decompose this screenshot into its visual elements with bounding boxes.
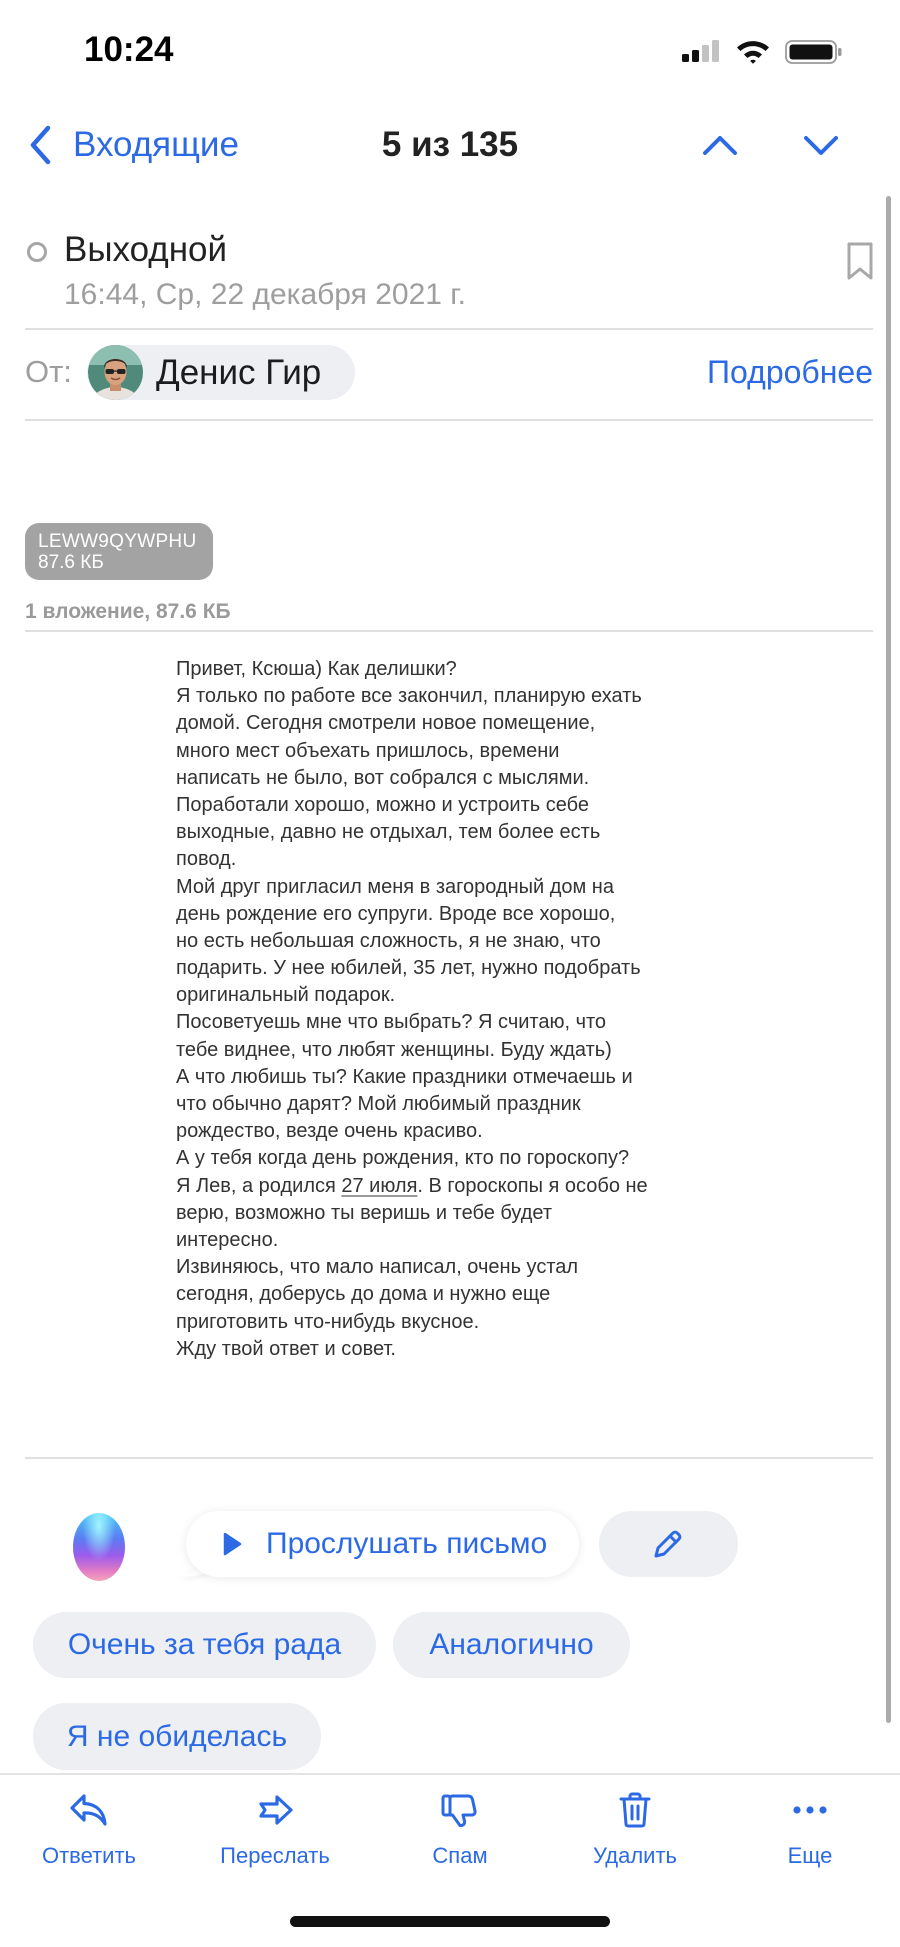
divider: [25, 630, 873, 632]
forward-icon: [253, 1788, 297, 1832]
body-line: домой. Сегодня смотрели новое помещение,: [176, 712, 596, 735]
body-line: тебе виднее, что любят женщины. Буду ждать): [176, 1038, 612, 1061]
pencil-icon: [651, 1527, 685, 1561]
body-line: Привет, Ксюша) Как делишки?: [176, 658, 457, 680]
sender-name: Денис Гир: [156, 353, 322, 392]
reply-icon: [67, 1788, 111, 1832]
delete-button[interactable]: [555, 1786, 715, 1876]
previous-message-button[interactable]: [700, 125, 740, 165]
body-line: повод.: [176, 848, 237, 871]
trash-icon: [613, 1788, 657, 1832]
listen-label: Прослушать письмо: [266, 1527, 548, 1560]
body-line: подарить. У нее юбилей, 35 лет, нужно подобрать: [176, 957, 641, 980]
body-line: что обычно дарят? Мой любимый праздник: [176, 1093, 581, 1115]
back-label: Входящие: [73, 125, 239, 164]
status-time: 10:24: [84, 30, 174, 69]
body-text: . В гороскопы я особо не: [417, 1174, 648, 1197]
cellular-signal-icon: [682, 39, 720, 63]
quick-reply-chip[interactable]: Очень за тебя рада: [33, 1612, 376, 1678]
avatar: [88, 345, 143, 400]
spam-button[interactable]: [380, 1786, 540, 1876]
divider: [25, 1457, 873, 1459]
chevron-down-icon: [801, 133, 841, 157]
toolbar-divider: [0, 1773, 900, 1775]
body-line: Я только по работе все закончил, планирую ехать: [176, 685, 642, 708]
wifi-icon: [735, 39, 771, 64]
body-line: Поработали хорошо, можно и устроить себе: [176, 793, 589, 816]
body-line: А что любишь ты? Какие праздники отмечаешь и: [176, 1065, 633, 1088]
message-subject: Выходной: [64, 230, 228, 269]
body-line: интересно.: [176, 1228, 279, 1251]
message-position: 5 из 135: [381, 125, 519, 164]
battery-icon: [785, 40, 843, 64]
body-line: [176, 1173, 648, 1200]
delete-label: Удалить: [593, 1843, 677, 1868]
back-button[interactable]: [20, 120, 250, 170]
bookmark-button[interactable]: [840, 236, 880, 284]
scroll-indicator[interactable]: [886, 196, 891, 1723]
attachment-tile[interactable]: [25, 523, 213, 580]
next-message-button[interactable]: [801, 125, 841, 165]
body-line: много мест объехать пришлось, времени: [176, 739, 560, 762]
body-line: Жду твой ответ и совет.: [176, 1337, 396, 1360]
body-line: день рождение его супруги. Вроде все хорошо,: [176, 902, 616, 925]
body-line: приготовить что-нибудь вкусное.: [176, 1310, 480, 1333]
reply-button[interactable]: [9, 1786, 169, 1876]
body-line: Извиняюсь, что мало написал, очень устал: [176, 1256, 579, 1279]
reply-label: Ответить: [41, 1843, 137, 1868]
body-line: выходные, давно не отдыхал, тем более есть: [176, 821, 601, 844]
spam-label: Спам: [432, 1843, 488, 1868]
attachment-size: 87.6 КБ: [38, 552, 104, 573]
body-line: Мой друг пригласил меня в загородный дом на: [176, 875, 614, 898]
chevron-left-icon: [27, 124, 53, 166]
body-line: но есть небольшая сложность, я не знаю, что: [176, 929, 601, 952]
message-date: 16:44, Ср, 22 декабря 2021 г.: [64, 278, 466, 311]
body-text: Я Лев, а родился: [176, 1174, 342, 1197]
body-line: сегодня, доберусь до дома и нужно еще: [176, 1283, 551, 1306]
chevron-up-icon: [700, 133, 740, 157]
sender-chip[interactable]: [87, 345, 355, 400]
body-line: рождество, везде очень красиво.: [176, 1120, 483, 1143]
message-body: [176, 656, 648, 1363]
home-indicator[interactable]: [290, 1916, 610, 1927]
play-icon: [221, 1531, 243, 1557]
body-line: оригинальный подарок.: [176, 984, 396, 1007]
body-line: написать не было, вот собрался с мыслями.: [176, 766, 590, 789]
from-label: От:: [25, 354, 72, 389]
forward-label: Переслать: [220, 1843, 330, 1868]
more-label: Еще: [787, 1843, 833, 1868]
body-line: Посоветуешь мне что выбрать? Я считаю, что: [176, 1011, 607, 1034]
body-line: верю, возможно ты веришь и тебе будет: [176, 1201, 553, 1224]
divider: [25, 419, 873, 421]
bookmark-icon: [846, 241, 874, 281]
forward-button[interactable]: [195, 1786, 355, 1876]
divider: [25, 328, 873, 330]
attachment-name: LEWW9QYWPHU: [38, 531, 197, 552]
more-icon: [788, 1788, 832, 1832]
details-link[interactable]: Подробнее: [707, 354, 873, 390]
quick-reply-chip[interactable]: Аналогично: [393, 1612, 630, 1678]
body-line: А у тебя когда день рождения, кто по гороскопу?: [176, 1147, 630, 1170]
quick-reply-chip[interactable]: Я не обиделась: [33, 1703, 321, 1770]
edit-reply-button[interactable]: [599, 1511, 738, 1577]
read-status-indicator[interactable]: [27, 242, 47, 262]
date-link[interactable]: 27 июля: [341, 1174, 418, 1197]
attachments-summary: 1 вложение, 87.6 КБ: [25, 600, 231, 623]
spam-icon: [438, 1788, 482, 1832]
more-button[interactable]: [730, 1786, 890, 1876]
listen-message-button[interactable]: [186, 1511, 579, 1577]
assistant-orb-icon[interactable]: [73, 1513, 125, 1581]
